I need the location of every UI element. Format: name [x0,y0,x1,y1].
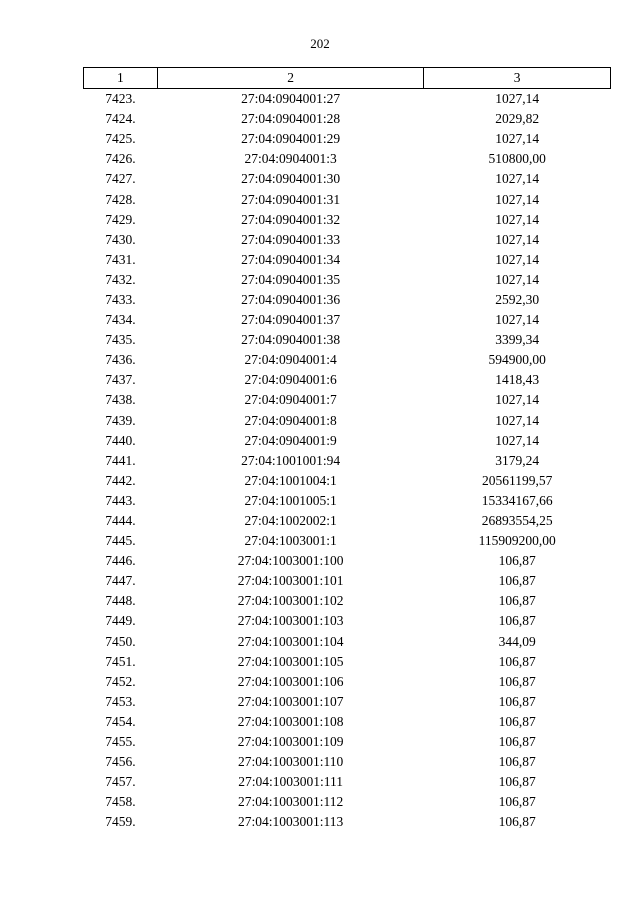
row-number-cell: 7442. [105,472,136,488]
row-number-cell: 7453. [105,693,136,709]
value-cell: 106,87 [498,593,536,609]
row-number-cell: 7444. [105,513,136,529]
table-row [84,109,611,129]
row-number-cell: 7426. [105,151,136,167]
row-number-cell: 7433. [105,291,136,307]
table-row [84,411,611,431]
value-cell: 1027,14 [495,251,540,267]
table-row [84,270,611,290]
row-number-cell: 7429. [105,211,136,227]
table-row [84,210,611,230]
row-number-cell: 7450. [105,633,136,649]
row-number-cell: 7427. [105,171,136,187]
cadastral-number-cell: 27:04:1003001:106 [237,673,344,689]
table-row [84,531,611,551]
data-table [83,67,611,832]
row-number-cell: 7455. [105,734,136,750]
table-row [84,149,611,169]
row-number-cell: 7454. [105,713,136,729]
row-number-cell: 7451. [105,653,136,669]
value-cell: 106,87 [498,794,536,810]
row-number-cell: 7437. [105,372,136,388]
cadastral-number-cell: 27:04:0904001:37 [241,312,341,328]
row-number-cell: 7445. [105,533,136,549]
row-number-cell: 7443. [105,492,136,508]
table-row [84,672,611,692]
cadastral-number-cell: 27:04:0904001:29 [241,131,341,147]
cadastral-number-cell: 27:04:1003001:105 [237,653,344,669]
value-cell: 510800,00 [488,151,546,167]
value-cell: 106,87 [498,673,536,689]
value-cell: 594900,00 [488,352,546,368]
table-row [84,812,611,832]
cadastral-number-cell: 27:04:0904001:31 [241,191,341,207]
cadastral-number-cell: 27:04:1003001:109 [237,734,344,750]
cadastral-number-cell: 27:04:1001001:94 [241,452,341,468]
row-number-cell: 7452. [105,673,136,689]
cadastral-number-cell: 27:04:0904001:9 [244,432,337,448]
value-cell: 106,87 [498,774,536,790]
table-row [84,632,611,652]
table-row [84,390,611,410]
value-cell: 106,87 [498,713,536,729]
value-cell: 106,87 [498,613,536,629]
row-number-cell: 7424. [105,111,136,127]
cadastral-number-cell: 27:04:1003001:100 [237,553,344,569]
row-number-cell: 7434. [105,312,136,328]
value-cell: 1027,14 [495,131,540,147]
row-number-cell: 7446. [105,553,136,569]
row-number-cell: 7447. [105,573,136,589]
value-cell: 1027,14 [495,191,540,207]
cadastral-number-cell: 27:04:1003001:101 [237,573,344,589]
value-cell: 1027,14 [495,211,540,227]
row-number-cell: 7439. [105,412,136,428]
cadastral-number-cell: 27:04:0904001:27 [241,91,341,107]
table-row [84,692,611,712]
value-cell: 2029,82 [495,111,540,127]
cadastral-number-cell: 27:04:0904001:3 [244,151,337,167]
cadastral-number-cell: 27:04:1003001:104 [237,633,344,649]
cadastral-number-cell: 27:04:1003001:1 [244,533,337,549]
table-row [84,611,611,631]
header-row [84,68,611,89]
table-row [84,370,611,390]
row-number-cell: 7436. [105,352,136,368]
table-row [84,772,611,792]
row-number-cell: 7425. [105,131,136,147]
table-row [84,330,611,350]
cadastral-number-cell: 27:04:0904001:4 [244,352,337,368]
cadastral-number-cell: 27:04:0904001:36 [241,291,341,307]
table-row [84,551,611,571]
cadastral-number-cell: 27:04:0904001:30 [241,171,341,187]
cadastral-number-cell: 27:04:0904001:34 [241,251,341,267]
cadastral-number-cell: 27:04:1002002:1 [244,513,337,529]
table-row [84,189,611,209]
row-number-cell: 7438. [105,392,136,408]
cadastral-number-cell: 27:04:1003001:107 [237,693,344,709]
cadastral-number-cell: 27:04:1003001:102 [237,593,344,609]
row-number-cell: 7448. [105,593,136,609]
row-number-cell: 7458. [105,794,136,810]
value-cell: 344,09 [498,633,536,649]
value-cell: 115909200,00 [478,533,556,549]
value-cell: 2592,30 [495,291,540,307]
cadastral-number-cell: 27:04:0904001:33 [241,231,341,247]
cadastral-number-cell: 27:04:1003001:110 [237,754,344,770]
column-header-3: 3 [424,68,611,89]
cadastral-number-cell: 27:04:0904001:32 [241,211,341,227]
table-row [84,511,611,531]
value-cell: 106,87 [498,754,536,770]
column-header-2: 2 [157,68,423,89]
value-cell: 1027,14 [495,171,540,187]
row-number-cell: 7428. [105,191,136,207]
value-cell: 1418,43 [495,372,540,388]
table-row [84,571,611,591]
value-cell: 15334167,66 [481,492,553,508]
table-row [84,250,611,270]
value-cell: 106,87 [498,814,536,830]
table-row [84,471,611,491]
value-cell: 1027,14 [495,231,540,247]
row-number-cell: 7457. [105,774,136,790]
table-row [84,752,611,772]
table-row [84,129,611,149]
cadastral-number-cell: 27:04:0904001:7 [244,392,337,408]
table-row [84,89,611,110]
cadastral-number-cell: 27:04:0904001:28 [241,111,341,127]
table-row [84,230,611,250]
value-cell: 106,87 [498,693,536,709]
cadastral-number-cell: 27:04:1003001:113 [237,814,344,830]
table-header [84,68,611,89]
row-number-cell: 7430. [105,231,136,247]
table-row [84,431,611,451]
table-row [84,732,611,752]
value-cell: 106,87 [498,553,536,569]
value-cell: 3179,24 [495,452,540,468]
table-body [84,89,611,833]
value-cell: 3399,34 [495,332,540,348]
cadastral-number-cell: 27:04:1003001:103 [237,613,344,629]
value-cell: 20561199,57 [481,472,553,488]
cadastral-number-cell: 27:04:0904001:8 [244,412,337,428]
table-row [84,712,611,732]
value-cell: 106,87 [498,653,536,669]
table-row [84,792,611,812]
cadastral-number-cell: 27:04:0904001:35 [241,271,341,287]
row-number-cell: 7456. [105,754,136,770]
value-cell: 1027,14 [495,432,540,448]
row-number-cell: 7432. [105,271,136,287]
cadastral-number-cell: 27:04:1003001:112 [237,794,344,810]
value-cell: 106,87 [498,573,536,589]
table-row [84,591,611,611]
row-number-cell: 7440. [105,432,136,448]
table-row [84,451,611,471]
value-cell: 1027,14 [495,91,540,107]
table-row [84,652,611,672]
row-number-cell: 7423. [105,91,136,107]
cadastral-number-cell: 27:04:1001005:1 [244,492,337,508]
value-cell: 26893554,25 [481,513,553,529]
value-cell: 106,87 [498,734,536,750]
value-cell: 1027,14 [495,312,540,328]
cadastral-number-cell: 27:04:1001004:1 [244,472,337,488]
cadastral-number-cell: 27:04:0904001:6 [244,372,337,388]
row-number-cell: 7449. [105,613,136,629]
row-number-cell: 7435. [105,332,136,348]
row-number-cell: 7459. [105,814,136,830]
row-number-cell: 7441. [105,452,136,468]
table-row [84,491,611,511]
cadastral-number-cell: 27:04:1003001:111 [238,774,343,790]
table-row [84,290,611,310]
cadastral-number-cell: 27:04:1003001:108 [237,713,344,729]
table-row [84,310,611,330]
value-cell: 1027,14 [495,412,540,428]
table-row [84,350,611,370]
table-row [84,169,611,189]
row-number-cell: 7431. [105,251,136,267]
value-cell: 1027,14 [495,271,540,287]
page-number: 202 [310,36,330,51]
value-cell: 1027,14 [495,392,540,408]
cadastral-number-cell: 27:04:0904001:38 [241,332,341,348]
column-header-1: 1 [84,68,158,89]
